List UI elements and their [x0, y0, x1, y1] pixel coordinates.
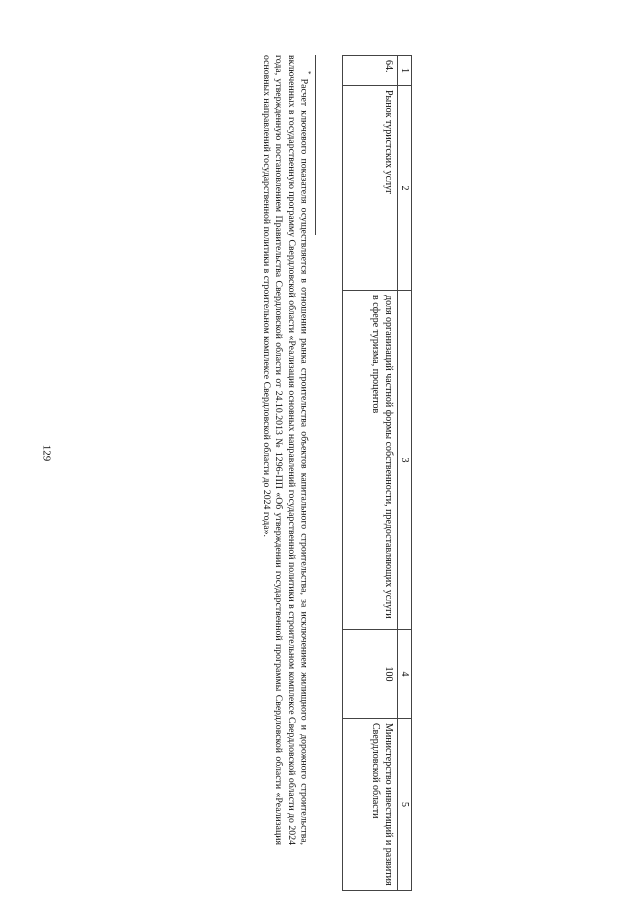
header-col-5: 5 — [398, 719, 412, 891]
indicator-table — [342, 55, 412, 891]
rotated-content — [228, 55, 412, 886]
row-number: 64. — [343, 56, 398, 86]
table-row — [343, 56, 398, 891]
table-header-row — [398, 56, 412, 891]
footnote-text: Расчет ключевого показателя осуществляется в отношении рынка строительства объектов капитального строительства, за исключением жилищного и дорожного строительства, включенных в государственную программу Свердловской области «Реализация основных направлений государственной политики в строительном комплексе Свердловской области до 2024 года, утвержденную постановлением Правительства Свердловской области от 24.10.2013 № 1296-ПП «Об утверждении государственной программы Свердловской области «Реализация основных направлений государственной политики в строительном комплексе Свердловской области до 2024 года». — [260, 55, 310, 846]
indicator-value: 100 — [343, 630, 398, 719]
footnote-mark: * — [304, 71, 312, 75]
header-col-1: 1 — [398, 56, 412, 86]
market-name: Рынок туристских услуг — [343, 86, 398, 291]
page-number: 129 — [40, 444, 52, 461]
footnote-separator — [315, 55, 316, 235]
header-col-3: 3 — [398, 291, 412, 630]
header-col-4: 4 — [398, 630, 412, 719]
indicator-name: доля организаций частной формы собственности, предоставляющих услуги в сфере туризма, процентов — [343, 291, 398, 630]
page-number-wrap — [34, 0, 58, 905]
footnote — [259, 55, 312, 845]
responsible-body: Министерство инвестиций и развития Свердловской области — [343, 719, 398, 891]
header-col-2: 2 — [398, 86, 412, 291]
